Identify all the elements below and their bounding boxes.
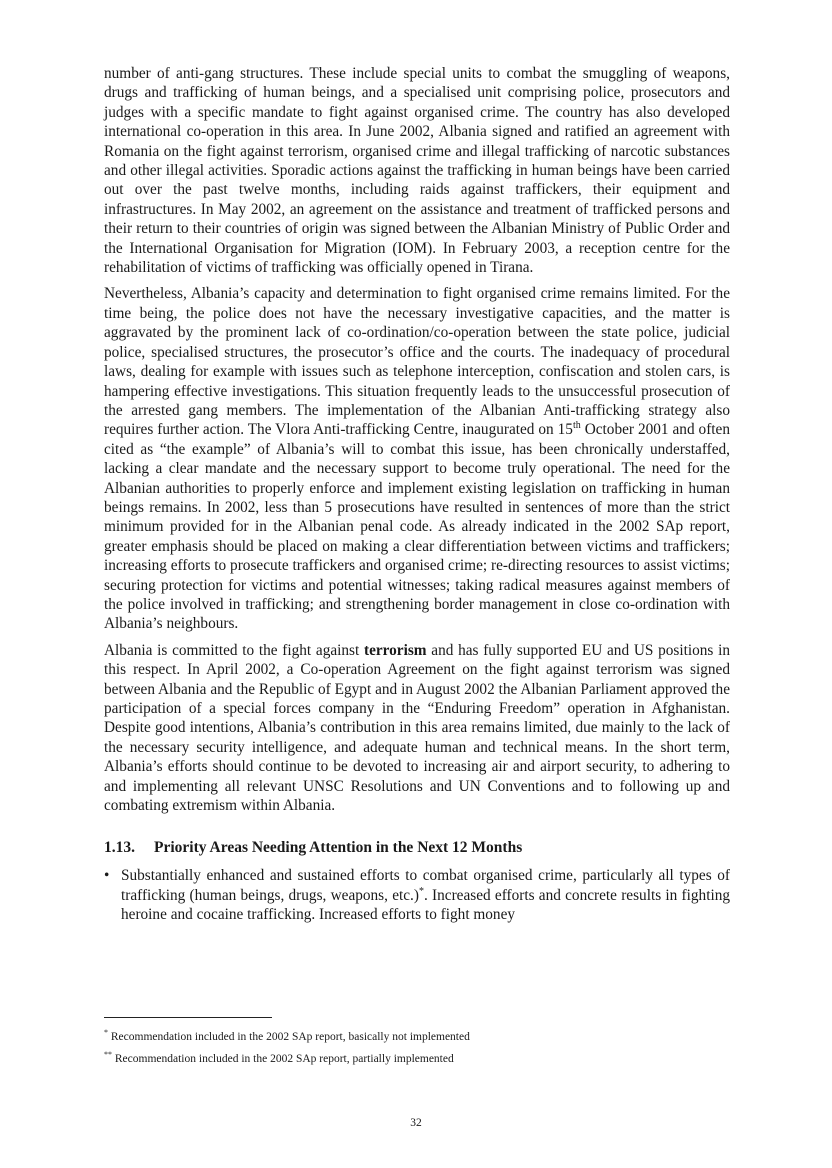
paragraph-text: October 2001 and often cited as “the example” of Albania’s will to combat this issue, has been chronically understaffed, lacking a clear mandate and the necessary support to become truly operational. The need for the Albanian authorities to properly enforce and implement existing legislation on trafficking in human beings remains. In 2002, less than 5 prosecutions have resulted in sentences of more than the strict minimum provided for in the Albanian penal code. As already indicated in the 2002 SAp report, greater emphasis should be placed on making a clear differentiation between victims and traffickers; increasing efforts to prosecute traffickers and organised crime; re-directing resources to assist victims; securing protection for victims and potential witnesses; taking radical measures against members of the police involved in trafficking; and strengthening border management in close co-ordination with Albania’s neighbours. bbox=[104, 421, 730, 633]
page-body bbox=[104, 64, 730, 925]
footnote-divider bbox=[104, 1017, 272, 1018]
footnote-text: Recommendation included in the 2002 SAp report, basically not implemented bbox=[110, 1031, 470, 1043]
list-item-text: Substantially enhanced and sustained efforts to combat organised crime, particularly all types of trafficking (human beings, drugs, weapons, etc.) bbox=[121, 867, 730, 904]
page-number: 32 bbox=[410, 1117, 422, 1129]
footnotes bbox=[104, 1028, 730, 1075]
paragraph-text: and has fully supported EU and US positions in this respect. In April 2002, a Co-operation Agreement on the fight against terrorism was signed between Albania and the Republic of Egypt and in August 2002 the Albanian Parliament approved the participation of a special forces company in the “Enduring Freedom” operation in Afghanistan. Despite good intentions, Albania’s contribution in this area remains limited, due mainly to the lack of the necessary security intelligence, and adequate human and technical means. In the short term, Albania’s efforts should continue to be devoted to increasing air and airport security, to adhering to and implementing all relevant UNSC Resolutions and UN Conventions and to following up and combating extremism within Albania. bbox=[104, 641, 730, 815]
bold-term: terrorism bbox=[363, 641, 427, 659]
footnote-ref: * bbox=[418, 885, 424, 897]
footnote bbox=[104, 1050, 730, 1065]
footnote bbox=[104, 1028, 730, 1043]
paragraph-terrorism bbox=[104, 641, 730, 816]
bullet-icon: • bbox=[104, 867, 110, 885]
paragraph-organised-crime-capacity bbox=[104, 284, 730, 633]
list-item-text: . Increased efforts and concrete results in fighting heroine and cocaine trafficking. Increased efforts to fight money bbox=[121, 886, 730, 924]
section-heading bbox=[104, 838, 730, 858]
section-title: Priority Areas Needing Attention in the Next 12 Months bbox=[154, 839, 523, 857]
footnote-marker: ** bbox=[104, 1050, 112, 1060]
footnote-marker: * bbox=[104, 1028, 108, 1038]
list-item bbox=[104, 866, 730, 924]
paragraph-text: Nevertheless, Albania’s capacity and determination to fight organised crime remains limited. For the time being, the police does not have the necessary investigative capacities, and the matter is aggravated by the prominent lack of co-ordination/co-operation between the state police, judicial police, specialised structures, the prosecutor’s office and the courts. The inadequacy of procedural laws, dealing for example with issues such as telephone interception, confiscation and stolen cars, is hampering effective investigations. This situation frequently leads to the unsuccessful prosecution of the arrested gang members. The implementation of the Albanian Anti-trafficking strategy also requires further action. The Vlora Anti-trafficking Centre, inaugurated on 15 bbox=[104, 285, 730, 439]
section-number: 1.13. bbox=[104, 839, 135, 857]
paragraph-text: Albania is committed to the fight against bbox=[104, 641, 364, 659]
priority-list bbox=[104, 866, 730, 924]
footnote-text: Recommendation included in the 2002 SAp report, partially implemented bbox=[114, 1053, 454, 1065]
paragraph-anti-gang-structures: number of anti-gang structures. These include special units to combat the smuggling of weapons, drugs and trafficking of human beings, and a specialised unit comprising police, prosecutors and judges with a specific mandate to fight against organised crime. The country has also developed international co-operation in this area. In June 2002, Albania signed and ratified an agreement with Romania on the fight against terrorism, organised crime and illegal trafficking of narcotic substances and other illegal activities. Sporadic actions against the trafficking in human beings have been carried out over the past twelve months, including raids against traffickers, their equipment and infrastructures. In May 2002, an agreement on the assistance and treatment of trafficked persons and their return to their countries of origin was signed between the Albanian Ministry of Public Order and the International Organisation for Migration (IOM). In February 2003, a reception centre for the rehabilitation of victims of trafficking was officially opened in Tirana. bbox=[104, 65, 730, 277]
superscript: th bbox=[572, 420, 581, 432]
